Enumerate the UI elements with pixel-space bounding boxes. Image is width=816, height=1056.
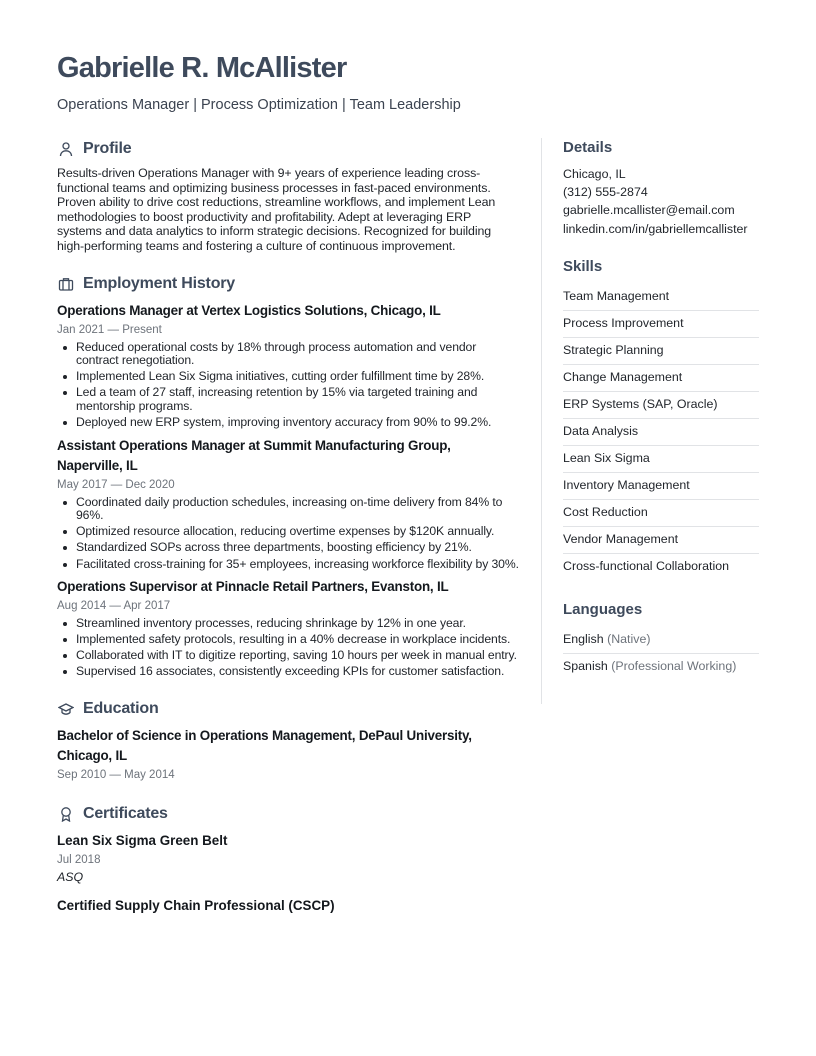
sidebar-column [563, 138, 759, 700]
employment-title: Employment History [83, 274, 235, 292]
certificate-name: Certified Supply Chain Professional (CSCP) [57, 897, 335, 913]
achievement-item: Led a team of 27 staff, increasing retention by 15% via targeted training and mentorship programs. [76, 386, 519, 413]
language-name: Spanish [563, 658, 608, 673]
column-divider [541, 138, 542, 704]
main-column [57, 138, 519, 916]
phone-text: (312) 555-2874 [563, 185, 648, 200]
skill-item: Cost Reduction [563, 500, 759, 527]
education-title: Education [83, 699, 159, 717]
skill-item: Strategic Planning [563, 338, 759, 365]
languages-title: Languages [563, 600, 643, 618]
certificate-entry [57, 896, 519, 916]
skill-item: Team Management [563, 284, 759, 311]
skill-item: Data Analysis [563, 419, 759, 446]
language-level: (Native) [607, 631, 651, 646]
achievement-item: Collaborated with IT to digitize reporting, saving 10 hours per week in manual entry. [76, 649, 519, 663]
email-link[interactable]: gabrielle.mcallister@email.com [563, 203, 735, 218]
certificates-heading [57, 803, 519, 825]
profile-title: Profile [83, 140, 132, 157]
languages-section [563, 600, 759, 681]
certificate-date: Jul 2018 [57, 853, 101, 866]
achievement-item: Coordinated daily production schedules, increasing on-time delivery from 84% to 96%. [76, 496, 519, 523]
job-dates: May 2017 — Dec 2020 [57, 478, 175, 491]
briefcase-icon [57, 275, 75, 293]
education-heading [57, 698, 519, 720]
candidate-name: Gabrielle R. McAllister [57, 52, 347, 84]
achievement-item: Supervised 16 associates, consistently exceeding KPIs for customer satisfaction. [76, 665, 519, 679]
skill-item: Change Management [563, 365, 759, 392]
job-title: Operations Supervisor at Pinnacle Retail Partners, Evanston, IL [57, 579, 449, 595]
employment-heading [57, 273, 519, 295]
skill-item: Process Improvement [563, 311, 759, 338]
job-entry [57, 577, 519, 679]
award-ribbon-icon [57, 805, 75, 823]
skill-item: Vendor Management [563, 527, 759, 554]
job-entry [57, 301, 519, 430]
job-dates: Aug 2014 — Apr 2017 [57, 600, 171, 613]
language-item [563, 654, 759, 681]
achievement-item: Standardized SOPs across three departments, boosting efficiency by 21%. [76, 541, 519, 555]
certificate-issuer: ASQ [57, 869, 84, 884]
graduation-cap-icon [57, 700, 75, 718]
candidate-tagline: Operations Manager | Process Optimization | Team Leadership [57, 97, 461, 113]
job-achievements [57, 341, 519, 430]
language-level: (Professional Working) [611, 658, 737, 673]
details-title: Details [563, 139, 613, 156]
skills-title: Skills [563, 257, 603, 275]
degree-title: Bachelor of Science in Operations Management, DePaul University, Chicago, IL [57, 727, 472, 763]
skill-item: Cross-functional Collaboration [563, 558, 729, 573]
skill-item: Lean Six Sigma [563, 446, 759, 473]
achievement-item: Facilitated cross-training for 35+ employees, increasing workforce flexibility by 30%. [76, 556, 519, 571]
certificate-name: Lean Six Sigma Green Belt [57, 832, 228, 848]
achievement-item: Implemented safety protocols, resulting in a 40% decrease in workplace incidents. [76, 633, 519, 647]
skill-item: Inventory Management [563, 473, 759, 500]
user-icon [57, 140, 75, 158]
job-entry [57, 436, 519, 571]
profile-summary: Results-driven Operations Manager with 9+ years of experience leading cross-functional teams and optimizing business processes in fast-paced environments. Proven ability to drive cost reductions, streamline workflows, and implement Lean methodologies to boost productivity and profitability. Adept at leveraging ERP systems and data analytics to inform strategic decisions. Recognized for building high-performing teams and fostering a culture of continuous improvement. [57, 166, 496, 253]
job-title: Assistant Operations Manager at Summit Manufacturing Group, Naperville, IL [57, 437, 451, 473]
profile-heading [57, 138, 519, 160]
achievement-item: Implemented Lean Six Sigma initiatives, cutting order fulfillment time by 28%. [76, 370, 519, 384]
details-section [563, 138, 759, 238]
achievement-item: Deployed new ERP system, improving inventory accuracy from 90% to 99.2%. [76, 416, 519, 430]
job-title: Operations Manager at Vertex Logistics Solutions, Chicago, IL [57, 302, 441, 318]
education-dates: Sep 2010 — May 2014 [57, 768, 175, 781]
job-achievements [57, 617, 519, 679]
skills-section [563, 257, 759, 581]
linkedin-link[interactable]: linkedin.com/in/gabriellemcallister [563, 221, 748, 236]
language-name: English [563, 631, 604, 646]
location-text: Chicago, IL [563, 167, 626, 181]
certificates-title: Certificates [83, 804, 168, 822]
job-achievements [57, 496, 519, 571]
achievement-item: Streamlined inventory processes, reducing shrinkage by 12% in one year. [76, 617, 519, 631]
certificate-entry [57, 831, 519, 885]
language-item [563, 627, 759, 654]
achievement-item: Reduced operational costs by 18% through process automation and vendor contract renegotiation. [76, 341, 519, 368]
skill-item: ERP Systems (SAP, Oracle) [563, 392, 759, 419]
job-dates: Jan 2021 — Present [57, 323, 162, 336]
achievement-item: Optimized resource allocation, reducing overtime expenses by $120K annually. [76, 525, 519, 539]
